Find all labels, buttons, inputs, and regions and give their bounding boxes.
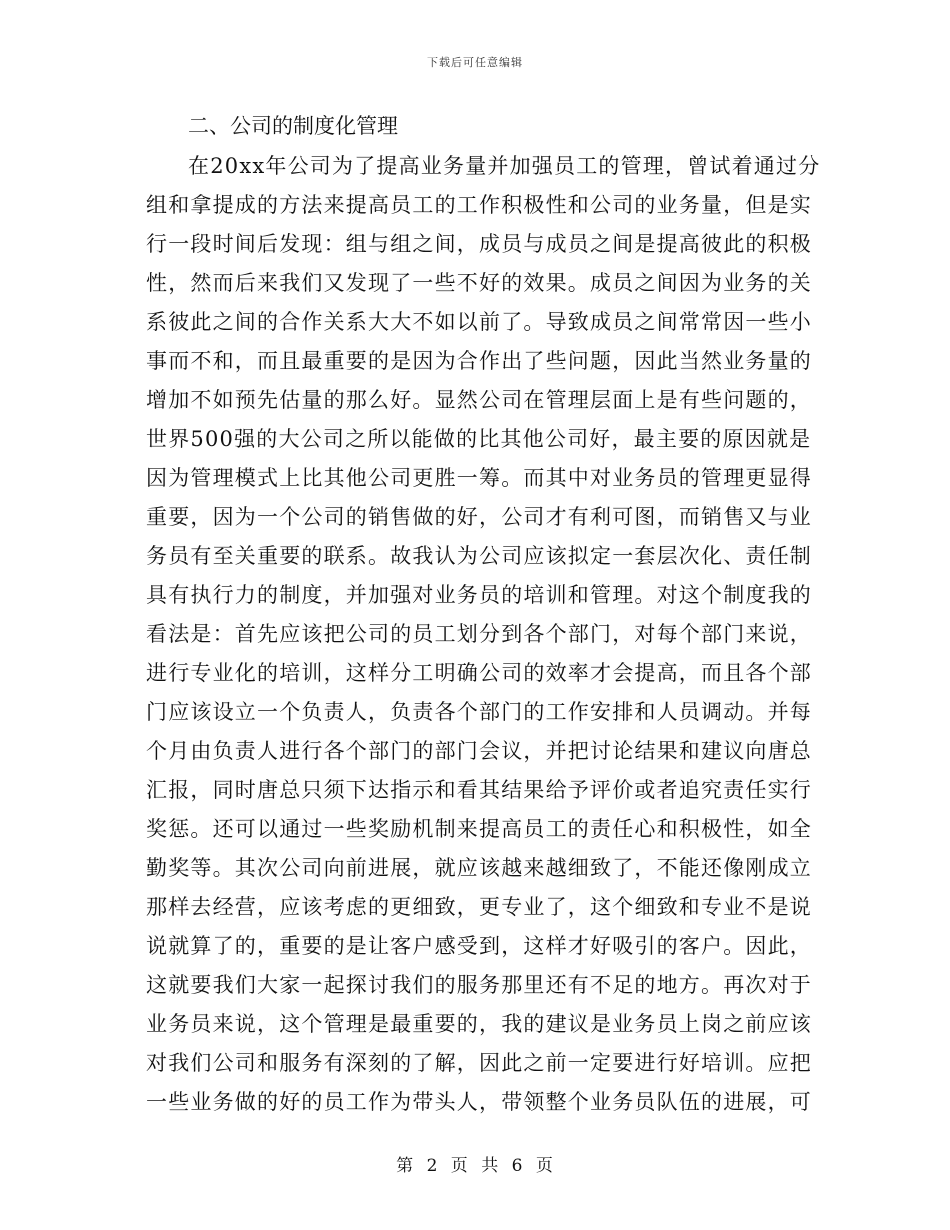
paragraph-line: 业务员来说，这个管理是最重要的，我的建议是业务员上岗之前应该 xyxy=(146,1012,812,1036)
paragraph-line: 性，然而后来我们又发现了一些不好的效果。成员之间因为业务的关 xyxy=(146,271,812,295)
paragraph-line: 组和拿提成的方法来提高员工的工作积极性和公司的业务量，但是实 xyxy=(146,193,812,217)
paragraph-line: 汇报，同时唐总只须下达指示和看其结果给予评价或者追究责任实行 xyxy=(146,778,812,802)
paragraph-line: 那样去经营，应该考虑的更细致，更专业了，这个细致和专业不是说 xyxy=(146,895,812,919)
paragraph-line: 勤奖等。其次公司向前进展，就应该越来越细致了，不能还像刚成立 xyxy=(146,856,812,880)
paragraph-line: 重要，因为一个公司的销售做的好，公司才有利可图，而销售又与业 xyxy=(146,505,812,529)
document-body xyxy=(146,106,821,1122)
paragraph-line: 系彼此之间的合作关系大大不如以前了。导致成员之间常常因一些小 xyxy=(146,310,812,334)
paragraph-line: 在20xx年公司为了提高业务量并加强员工的管理，曾试着通过分 xyxy=(188,154,821,178)
paragraph-line: 具有执行力的制度，并加强对业务员的培训和管理。对这个制度我的 xyxy=(146,583,812,607)
paragraph-line: 奖惩。还可以通过一些奖励机制来提高员工的责任心和积极性，如全 xyxy=(146,817,812,841)
paragraph-line: 一些业务做的好的员工作为带头人，带领整个业务员队伍的进展，可 xyxy=(146,1090,812,1114)
paragraph-line: 个月由负责人进行各个部门的部门会议，并把讨论结果和建议向唐总 xyxy=(146,739,812,763)
page-number: 第 2 页 共 6 页 xyxy=(396,1156,554,1176)
page-header: 下载后可任意编辑 xyxy=(427,56,523,69)
paragraph-line: 进行专业化的培训，这样分工明确公司的效率才会提高，而且各个部 xyxy=(146,661,812,685)
paragraph-line: 这就要我们大家一起探讨我们的服务那里还有不足的地方。再次对于 xyxy=(146,973,812,997)
paragraph-line: 因为管理模式上比其他公司更胜一筹。而其中对业务员的管理更显得 xyxy=(146,466,812,490)
paragraph-line: 世界500强的大公司之所以能做的比其他公司好，最主要的原因就是 xyxy=(146,427,812,451)
paragraph-line: 务员有至关重要的联系。故我认为公司应该拟定一套层次化、责任制 xyxy=(146,544,812,568)
paragraph-line: 行一段时间后发现：组与组之间，成员与成员之间是提高彼此的积极 xyxy=(146,232,812,256)
paragraph-line: 对我们公司和服务有深刻的了解，因此之前一定要进行好培训。应把 xyxy=(146,1051,812,1075)
section-heading: 二、公司的制度化管理 xyxy=(188,114,398,138)
paragraph-line: 事而不和，而且最重要的是因为合作出了些问题，因此当然业务量的 xyxy=(146,349,812,373)
paragraph-line: 增加不如预先估量的那么好。显然公司在管理层面上是有些问题的， xyxy=(146,388,812,412)
paragraph-line: 看法是：首先应该把公司的员工划分到各个部门，对每个部门来说， xyxy=(146,622,812,646)
paragraph-line: 门应该设立一个负责人，负责各个部门的工作安排和人员调动。并每 xyxy=(146,700,812,724)
paragraph-line: 说就算了的，重要的是让客户感受到，这样才好吸引的客户。因此， xyxy=(146,934,812,958)
